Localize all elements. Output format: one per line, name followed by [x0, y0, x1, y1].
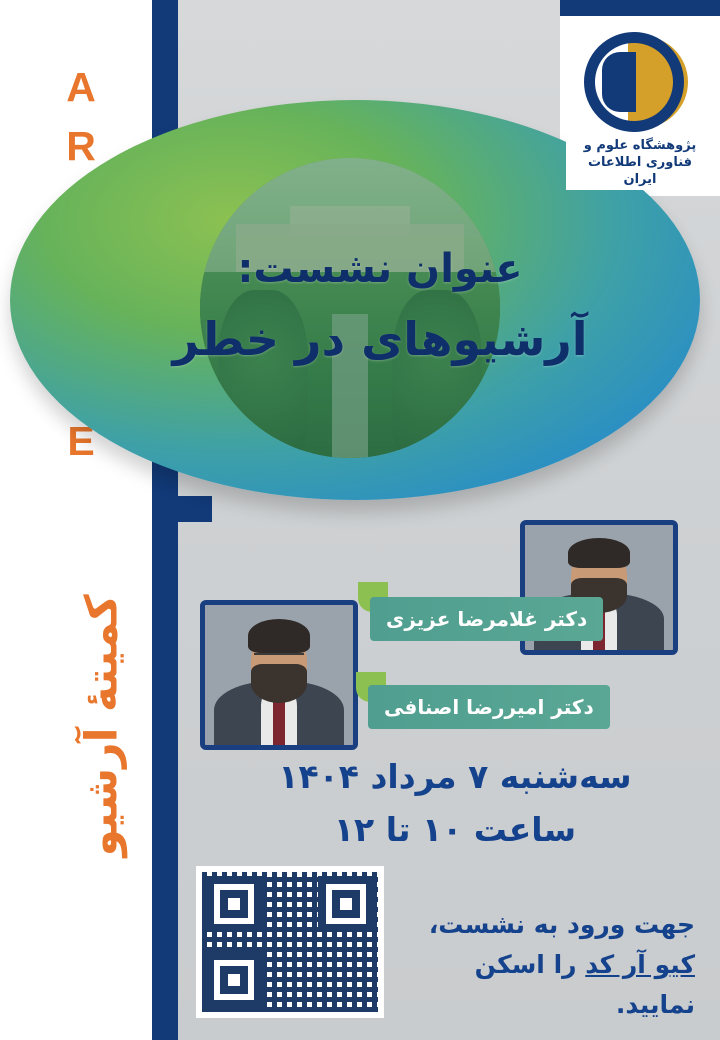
navy-top-bar — [560, 0, 720, 16]
session-title: آرشیوهای در خطر — [172, 312, 588, 366]
navy-bottom-stripe — [152, 500, 178, 1040]
speaker-1-name: دکتر غلامرضا عزیزی — [370, 597, 603, 641]
logo-mark-icon — [584, 32, 692, 134]
cta-line-1: جهت ورود به نشست، — [428, 910, 695, 939]
speaker-photo-2 — [200, 600, 358, 750]
archive-letter-r: R — [66, 123, 96, 169]
archive-letter-e: E — [67, 418, 95, 464]
logo-caption: پژوهشگاه علوم و فناوری اطلاعات ایران — [583, 138, 697, 187]
committee-side-label: کمیتهٔ آرشیو — [76, 594, 128, 857]
datetime-block — [230, 757, 680, 849]
event-date: سه‌شنبه ۷ مرداد ۱۴۰۴ — [278, 757, 632, 796]
qr-code[interactable] — [196, 866, 384, 1018]
qr-code-image — [202, 872, 378, 1012]
cta-line-2-rest: را اسکن نمایید. — [474, 950, 695, 1019]
session-title-block — [120, 240, 640, 373]
cta-line-2 — [395, 945, 695, 1025]
session-label: عنوان نشست: — [237, 246, 523, 292]
organization-logo — [566, 22, 714, 190]
archive-letter-a: A — [66, 64, 96, 110]
event-time: ساعت ۱۰ تا ۱۲ — [333, 810, 577, 849]
cta-qr-keyword: کیو آر کد — [585, 950, 695, 979]
speaker-2-name: دکتر امیررضا اصنافی — [368, 685, 610, 729]
cta-block — [395, 905, 695, 1025]
